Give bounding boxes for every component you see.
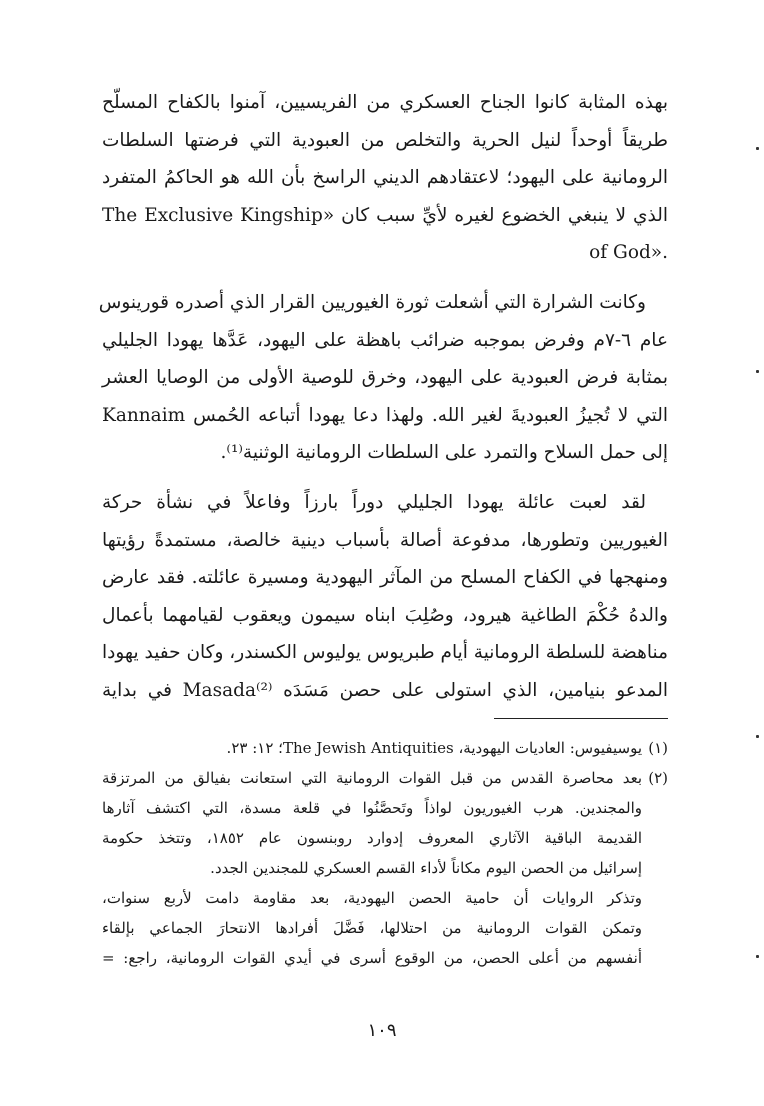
text-line: ومنهجها في الكفاح المسلح من المآثر اليهودية ومسيرة عائلته. فقد عارض: [102, 567, 668, 589]
footnote-1: [102, 733, 668, 763]
scan-speck: [756, 370, 759, 373]
footnote-line: [102, 763, 668, 793]
text-line: طريقاً أوحداً لنيل الحرية والتخلص من العبودية التي فرضتها السلطات: [102, 129, 668, 151]
footnote-line: [102, 733, 668, 763]
text-line: عام ٦-٧م وفرض بموجبه ضرائب باهظة على اليهود، عَدَّها يهودا الجليلي: [102, 329, 668, 351]
scan-speck: [756, 147, 759, 150]
text-line: والدهُ حُكْمَ الطاغية هيرود، وصُلِبَ ابناه سيمون ويعقوب لقيامهما بأعمال: [102, 604, 668, 626]
scan-speck: [756, 735, 759, 738]
text-line: لقد لعبت عائلة يهودا الجليلي دوراً بارزاً وفاعلاً في نشأة حركة: [102, 492, 646, 513]
footnote-number: (٢): [648, 769, 668, 787]
text-line: بهذه المثابة كانوا الجناح العسكري من الفريسيين، آمنوا بالكفاح المسلّح: [102, 92, 668, 113]
text-line: [102, 234, 668, 272]
footnote-line: والمجندين. هرب الغيوريون لواذاً وتَحصَّنُوا في قلعة مسدة، التي اكتشف آثارها: [102, 799, 642, 817]
text-line: المدعو بنيامين، الذي استولى على حصن مَسَدَه Masada⁽²⁾ في بداية: [102, 679, 668, 701]
footnote-text: بعد محاصرة القدس من قبل القوات الرومانية التي استعانت بفيالق من المرتزقة: [102, 769, 642, 787]
footnote-line: وتمكن القوات الرومانية من احتلالها، فَضَّلَ أفرادها الانتحارَ الجماعي بإلقاء: [102, 919, 642, 937]
text-line: إلى حمل السلاح والتمرد على السلطات الرومانية الوثنية⁽¹⁾.: [220, 442, 668, 464]
scan-speck: [756, 955, 759, 958]
text-line: مناهضة للسلطة الرومانية أيام طبريوس يوليوس الكسندر، وكان حفيد يهودا: [102, 642, 668, 664]
footnote-2: [102, 763, 668, 973]
footnote-line: وتذكر الروايات أن حامية الحصن اليهودية، بعد مقاومة دامت لأربع سنوات،: [102, 889, 642, 907]
text-line: الرومانية على اليهود؛ لاعتقادهم الديني الراسخ بأن الله هو الحاكمُ المتفرد: [102, 167, 668, 189]
text-fragment: of God».: [589, 242, 668, 264]
text-line: التي لا تُجيزُ العبوديةَ لغير الله. ولهذا دعا يهودا أتباعه الحُمس Kannaim: [102, 404, 668, 426]
page-number: ١٠٩: [367, 1020, 397, 1041]
footnote-line: القديمة الباقية الآثاري المعروف إدوارد روبنسون عام ١٨٥٢، وتتخذ حكومة: [102, 829, 642, 847]
footnote-separator: [494, 718, 668, 719]
paragraph-2: [98, 284, 668, 472]
footnote-number: (١): [648, 739, 668, 757]
footnote-line: إسرائيل من الحصن اليوم مكاناً لأداء القسم العسكري للمجندين الجدد.: [210, 859, 642, 877]
text-line: وكانت الشرارة التي أشعلت ثورة الغيوريين القرار الذي أصدره قورينوس: [98, 292, 646, 313]
footnote-text: يوسيفيوس: العاديات اليهودية، The Jewish Antiquities؛ ١٢: ٢٣.: [226, 739, 642, 757]
text-line: بمثابة فرض العبودية على اليهود، وخرق للوصية الأولى من الوصايا العشر: [102, 367, 668, 389]
paragraph-3: [102, 484, 668, 710]
text-line: الغيوريين وتطورها، مدفوعة أصالة بأسباب دينية خالصة، مستمدةً رؤيتها: [102, 529, 668, 551]
text-line: الذي لا ينبغي الخضوع لغيره لأيِّ سبب كان «The Exclusive Kingship: [102, 204, 668, 226]
paragraph-1: [102, 84, 668, 272]
footnote-line: أنفسهم من أعلى الحصن، من الوقوع أسرى في أيدي القوات الرومانية، راجع: =: [102, 949, 642, 967]
